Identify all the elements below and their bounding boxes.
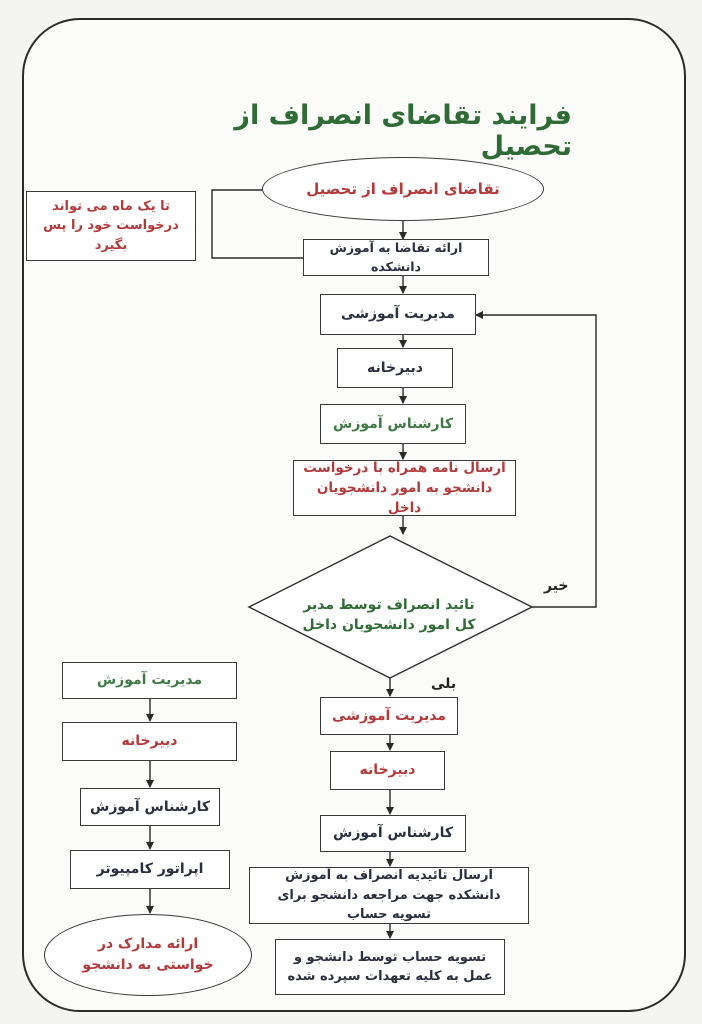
decision-no-label: خیر (544, 578, 569, 594)
settlement-label: تسویه حساب توسط دانشجو و عمل به کلیه تعهدات سپرده شده (287, 949, 493, 984)
management-box (320, 294, 476, 335)
start-oval (262, 157, 544, 221)
withdraw-note (26, 191, 196, 261)
submit-box (303, 239, 489, 276)
secretariat-box (337, 348, 453, 388)
start-label: تقاضای انصراف از تحصیل (306, 179, 500, 198)
yes-secretariat-label: دبیرخانه (359, 762, 416, 778)
submit-label: ارائه تقاضا به آموزش دانشکده (329, 239, 463, 274)
letter-label: ارسال نامه همراه با درخواست دانشجو به امور دانشجویان داخل (303, 459, 506, 517)
management-label: مدیریت آموزشی (341, 306, 455, 322)
left-operator-box (70, 850, 230, 889)
deliver-oval (44, 914, 252, 996)
left-management-label: مدیریت آموزش (96, 672, 203, 688)
left-secretariat-label: دبیرخانه (121, 733, 178, 749)
left-expert-label: کارشناس آموزش (90, 798, 211, 815)
left-operator-label: اپراتور کامپیوتر (96, 861, 204, 877)
page-title: فرایند تقاضای انصراف از تحصیل (234, 100, 572, 162)
left-secretariat-box (62, 722, 237, 761)
settlement-box (275, 939, 505, 995)
letter-box (293, 460, 516, 516)
yes-management-label: مدیریت آموزشی (332, 707, 446, 724)
withdraw-note-text: تا یک ماه می تواند درخواست خود را پس بگیرد (43, 198, 179, 253)
send-confirmation-label: ارسال تائیدیه انصراف به آموزش دانشکده جهت مراجعه دانشجو برای تسویه حساب (277, 868, 501, 923)
left-management-box (62, 662, 237, 699)
yes-expert-box (320, 815, 466, 852)
decision-yes-label: بلی (431, 676, 457, 692)
decision-question-label: تائید انصراف توسط مدیر کل امور دانشجویان داخل (302, 596, 476, 633)
send-confirmation-box (249, 867, 529, 924)
yes-secretariat-box (330, 751, 445, 790)
expert-label: کارشناس آموزش (333, 415, 454, 432)
yes-management-box (320, 697, 458, 735)
deliver-label: ارائه مدارک در خواستی به دانشجو (82, 936, 214, 973)
secretariat-label: دبیرخانه (367, 359, 423, 376)
decision-question (300, 572, 478, 658)
expert-box (320, 404, 466, 444)
yes-expert-label: کارشناس آموزش (333, 825, 454, 841)
left-expert-box (80, 788, 220, 826)
